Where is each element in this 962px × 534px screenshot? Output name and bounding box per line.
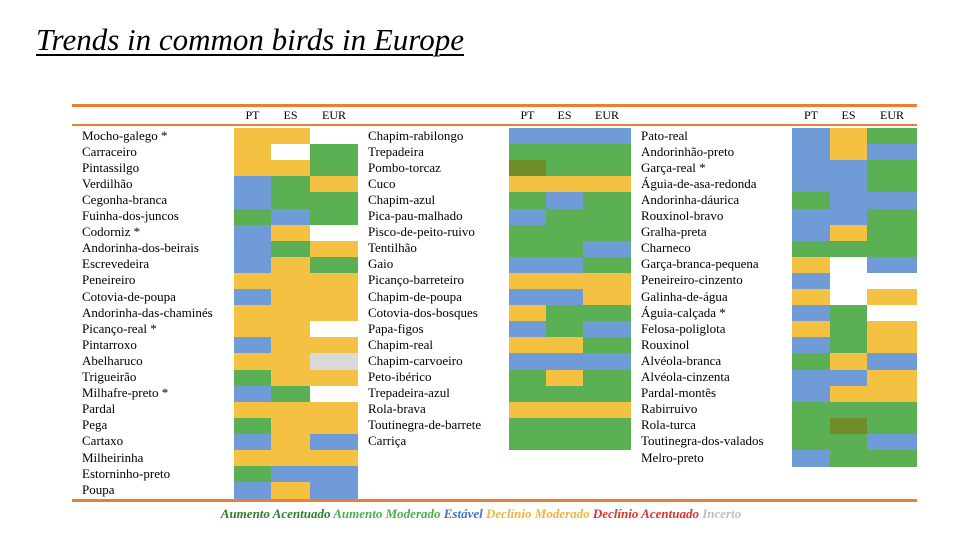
trend-cell-peneireiro-cinzento-eur: [867, 273, 917, 290]
trend-cell-peneireiro-pt: [234, 273, 271, 290]
trend-cell-andorinha-daurica-pt: [792, 192, 830, 209]
trend-cell-andorinha-das-chamines-es: [271, 305, 310, 322]
species-name-cegonha-branca: Cegonha-branca: [82, 191, 168, 207]
trend-cell-garca-branca-pequena-es: [830, 257, 867, 274]
trend-cell-milhafre-preto-pt: [234, 386, 271, 403]
trend-cell-trepadeira-es: [546, 144, 583, 161]
species-name-peto-iberico: Peto-ibérico: [368, 369, 432, 384]
species-name-codorniz: Codorniz *: [82, 224, 141, 240]
trend-cell-felosa-poliglota-es: [830, 321, 867, 338]
trend-cell-chapim-rabilongo-eur: [583, 128, 631, 145]
trend-cell-andorinhao-preto-pt: [792, 144, 830, 161]
legend-item-aumento-acentuado: Aumento Acentuado: [220, 506, 331, 521]
species-name-garca-branca-pequena: Garça-branca-pequena: [641, 256, 759, 272]
column-header-pt: PT: [803, 108, 818, 122]
species-name-alveola-branca: Alvéola-branca: [641, 352, 722, 368]
trend-cell-pintarroxo-es: [271, 337, 310, 354]
trend-cell-abelharuco-eur: [310, 353, 358, 370]
species-name-carraceiro: Carraceiro: [82, 143, 137, 159]
species-name-rola-turca: Rola-turca: [641, 417, 696, 433]
trend-cell-garca-branca-pequena-eur: [867, 257, 917, 274]
species-name-gaio: Gaio: [368, 256, 394, 272]
trend-cell-poupa-eur: [310, 482, 358, 499]
species-name-alveola-cinzenta: Alvéola-cinzenta: [641, 369, 730, 384]
trend-cell-chapim-de-poupa-eur: [583, 289, 631, 306]
column-header-es: ES: [841, 108, 856, 122]
trend-cell-gaio-eur: [583, 257, 631, 274]
trend-cell-chapim-rabilongo-es: [546, 128, 583, 145]
species-name-picanco-real: Picanço-real *: [82, 320, 157, 336]
trend-cell-tentilhao-es: [546, 241, 583, 258]
trend-cell-toutinegra-dos-valados-es: [830, 434, 867, 451]
trend-cell-codorniz-es: [271, 225, 310, 242]
trend-cell-andorinha-daurica-eur: [867, 192, 917, 209]
species-name-andorinha-das-chamines: Andorinha-das-chaminés: [82, 304, 213, 320]
trend-cell-pato-real-eur: [867, 128, 917, 145]
trend-cell-picanco-real-pt: [234, 321, 271, 338]
trend-cell-trepadeira-azul-es: [546, 386, 583, 403]
trend-cell-andorinha-dos-beirais-eur: [310, 241, 358, 258]
species-name-chapim-azul: Chapim-azul: [368, 191, 436, 207]
trend-cell-chapim-azul-pt: [509, 192, 546, 209]
trend-cell-gralha-preta-eur: [867, 225, 917, 242]
trend-cell-andorinhao-preto-eur: [867, 144, 917, 161]
species-name-pica-pau-malhado: Pica-pau-malhado: [368, 208, 463, 223]
trend-cell-trepadeira-pt: [509, 144, 546, 161]
trend-cell-pato-real-es: [830, 128, 867, 145]
trend-cell-rouxinol-pt: [792, 337, 830, 354]
trend-cell-picanco-barreteiro-es: [546, 273, 583, 290]
trend-cell-trepadeira-azul-pt: [509, 386, 546, 403]
species-name-andorinha-daurica: Andorinha-dáurica: [641, 191, 740, 207]
trend-cell-escrevedeira-es: [271, 257, 310, 274]
trend-cell-rola-brava-pt: [509, 402, 546, 419]
species-name-galinha-de-agua: Galinha-de-água: [641, 288, 728, 304]
trend-cell-pisco-de-peito-ruivo-es: [546, 225, 583, 242]
species-name-charneco: Charneco: [641, 240, 691, 256]
trend-cell-pardal-es: [271, 402, 310, 419]
trend-cell-toutinegra-dos-valados-eur: [867, 434, 917, 451]
species-name-peneireiro-cinzento: Peneireiro-cinzento: [641, 272, 743, 288]
trend-cell-carraceiro-es: [271, 144, 310, 161]
species-name-rola-brava: Rola-brava: [368, 401, 426, 417]
trend-cell-peneireiro-cinzento-es: [830, 273, 867, 290]
species-name-aguia-de-asa-redonda: Águia-de-asa-redonda: [641, 175, 757, 191]
legend-item-aumento-moderado: Aumento Moderado: [333, 506, 441, 521]
page-title: Trends in common birds in Europe: [36, 22, 464, 57]
trend-cell-pica-pau-malhado-es: [546, 209, 583, 226]
trend-cell-milhafre-preto-es: [271, 386, 310, 403]
trend-cell-rouxinol-bravo-es: [830, 209, 867, 226]
trend-cell-peto-iberico-eur: [583, 370, 631, 387]
species-name-toutinegra-de-barrete: Toutinegra-de-barrete: [368, 417, 482, 433]
trend-cell-peneireiro-cinzento-pt: [792, 273, 830, 290]
trend-cell-codorniz-eur: [310, 225, 358, 242]
legend-item-declinio-acentuado: Declínio Acentuado: [592, 506, 699, 521]
species-name-cotovia-de-poupa: Cotovia-de-poupa: [82, 288, 176, 304]
trend-cell-pega-es: [271, 418, 310, 435]
trend-cell-toutinegra-dos-valados-pt: [792, 434, 830, 451]
trend-cell-estorninho-preto-eur: [310, 466, 358, 483]
legend-item-incerto: Incerto: [702, 506, 742, 521]
trend-cell-tentilhao-eur: [583, 241, 631, 258]
trend-cell-fuinha-dos-juncos-pt: [234, 209, 271, 226]
trend-cell-pintassilgo-eur: [310, 160, 358, 177]
trend-cell-picanco-barreteiro-eur: [583, 273, 631, 290]
trend-cell-galinha-de-agua-pt: [792, 289, 830, 306]
species-name-pardal: Pardal: [82, 401, 116, 417]
trend-cell-cotovia-de-poupa-pt: [234, 289, 271, 306]
trend-cell-trigueirao-pt: [234, 370, 271, 387]
species-name-tentilhao: Tentilhão: [368, 240, 417, 256]
trend-cell-cuco-pt: [509, 176, 546, 193]
species-name-gralha-preta: Gralha-preta: [641, 224, 707, 240]
trend-cell-peto-iberico-pt: [509, 370, 546, 387]
trend-cell-pintarroxo-pt: [234, 337, 271, 354]
trend-cell-pombo-torcaz-eur: [583, 160, 631, 177]
species-name-chapim-rabilongo: Chapim-rabilongo: [368, 127, 464, 143]
trend-cell-rabirruivo-es: [830, 402, 867, 419]
trend-cell-estorninho-preto-es: [271, 466, 310, 483]
trend-cell-pardal-montes-es: [830, 386, 867, 403]
column-header-eur: EUR: [322, 108, 346, 122]
trend-cell-charneco-es: [830, 241, 867, 258]
species-name-trepadeira: Trepadeira: [368, 143, 424, 159]
trend-cell-cegonha-branca-pt: [234, 192, 271, 209]
trend-cell-andorinha-daurica-es: [830, 192, 867, 209]
trend-cell-cartaxo-pt: [234, 434, 271, 451]
species-name-andorinha-dos-beirais: Andorinha-dos-beirais: [82, 240, 199, 256]
species-name-papa-figos: Papa-figos: [368, 320, 424, 336]
species-name-rouxinol: Rouxinol: [641, 336, 690, 352]
trend-cell-andorinhao-preto-es: [830, 144, 867, 161]
species-name-pintassilgo: Pintassilgo: [82, 159, 140, 175]
trend-cell-alveola-branca-eur: [867, 353, 917, 370]
table-top-rule: [72, 104, 917, 107]
species-name-pardal-montes: Pardal-montês: [641, 385, 717, 401]
species-name-cuco: Cuco: [368, 175, 396, 191]
species-name-pintarroxo: Pintarroxo: [82, 336, 137, 352]
trend-cell-fuinha-dos-juncos-eur: [310, 209, 358, 226]
trend-cell-verdilhao-es: [271, 176, 310, 193]
trend-cell-papa-figos-eur: [583, 321, 631, 338]
trend-cell-aguia-calcada-eur: [867, 305, 917, 322]
trend-cell-alveola-cinzenta-eur: [867, 370, 917, 387]
species-name-chapim-real: Chapim-real: [368, 336, 433, 352]
trend-cell-pintarroxo-eur: [310, 337, 358, 354]
trend-cell-poupa-es: [271, 482, 310, 499]
trend-cell-andorinha-dos-beirais-es: [271, 241, 310, 258]
species-name-trepadeira-azul: Trepadeira-azul: [368, 385, 450, 401]
trend-cell-aguia-de-asa-redonda-eur: [867, 176, 917, 193]
trend-cell-chapim-carvoeiro-es: [546, 353, 583, 370]
trend-cell-pardal-pt: [234, 402, 271, 419]
trend-cell-pica-pau-malhado-pt: [509, 209, 546, 226]
species-name-cotovia-dos-bosques: Cotovia-dos-bosques: [368, 304, 478, 320]
column-header-pt: PT: [245, 108, 260, 122]
species-name-poupa: Poupa: [82, 481, 115, 497]
trend-cell-gralha-preta-pt: [792, 225, 830, 242]
trend-cell-verdilhao-pt: [234, 176, 271, 193]
trend-cell-cegonha-branca-es: [271, 192, 310, 209]
trend-cell-chapim-carvoeiro-pt: [509, 353, 546, 370]
trend-cell-mocho-galego-eur: [310, 128, 358, 145]
trend-cell-rouxinol-eur: [867, 337, 917, 354]
trend-cell-chapim-rabilongo-pt: [509, 128, 546, 145]
trend-cell-alveola-branca-pt: [792, 353, 830, 370]
trend-cell-rouxinol-es: [830, 337, 867, 354]
trend-cell-gralha-preta-es: [830, 225, 867, 242]
species-name-abelharuco: Abelharuco: [82, 352, 143, 368]
trend-cell-toutinegra-de-barrete-es: [546, 418, 583, 435]
species-name-andorinhao-preto: Andorinhão-preto: [641, 143, 735, 159]
trend-cell-carraceiro-pt: [234, 144, 271, 161]
species-name-peneireiro: Peneireiro: [82, 272, 136, 288]
trend-cell-estorninho-preto-pt: [234, 466, 271, 483]
legend-item-declinio-moderado: Declínio Moderado: [486, 506, 590, 521]
trend-cell-pega-eur: [310, 418, 358, 435]
trend-cell-andorinha-das-chamines-eur: [310, 305, 358, 322]
species-name-melro-preto: Melro-preto: [641, 449, 704, 465]
trend-cell-felosa-poliglota-pt: [792, 321, 830, 338]
trend-cell-pisco-de-peito-ruivo-pt: [509, 225, 546, 242]
trend-cell-milheirinha-pt: [234, 450, 271, 467]
trend-cell-abelharuco-pt: [234, 353, 271, 370]
species-name-rabirruivo: Rabirruivo: [641, 401, 698, 417]
trend-cell-pica-pau-malhado-eur: [583, 209, 631, 226]
trend-cell-verdilhao-eur: [310, 176, 358, 193]
trend-cell-pombo-torcaz-es: [546, 160, 583, 177]
trend-cell-melro-preto-eur: [867, 450, 917, 467]
trend-cell-alveola-branca-es: [830, 353, 867, 370]
species-name-toutinegra-dos-valados: Toutinegra-dos-valados: [641, 433, 764, 449]
trend-cell-carraceiro-eur: [310, 144, 358, 161]
trend-cell-pombo-torcaz-pt: [509, 160, 546, 177]
trend-cell-rouxinol-bravo-eur: [867, 209, 917, 226]
trend-cell-galinha-de-agua-eur: [867, 289, 917, 306]
legend-item-estavel: Estável: [443, 506, 483, 521]
trend-cell-cuco-eur: [583, 176, 631, 193]
trend-cell-escrevedeira-pt: [234, 257, 271, 274]
trend-cell-rola-turca-eur: [867, 418, 917, 435]
trend-cell-chapim-de-poupa-es: [546, 289, 583, 306]
trend-cell-gaio-es: [546, 257, 583, 274]
trend-cell-pintassilgo-es: [271, 160, 310, 177]
species-name-chapim-carvoeiro: Chapim-carvoeiro: [368, 352, 463, 368]
trend-cell-chapim-de-poupa-pt: [509, 289, 546, 306]
species-name-escrevedeira: Escrevedeira: [82, 256, 150, 272]
trend-cell-chapim-carvoeiro-eur: [583, 353, 631, 370]
column-header-es: ES: [557, 108, 572, 122]
trend-cell-milheirinha-eur: [310, 450, 358, 467]
species-name-estorninho-preto: Estorninho-preto: [82, 465, 171, 481]
trend-cell-picanco-real-es: [271, 321, 310, 338]
species-name-cartaxo: Cartaxo: [82, 433, 124, 449]
trend-cell-cotovia-de-poupa-es: [271, 289, 310, 306]
trend-cell-cotovia-de-poupa-eur: [310, 289, 358, 306]
trend-cell-cegonha-branca-eur: [310, 192, 358, 209]
trend-cell-felosa-poliglota-eur: [867, 321, 917, 338]
trend-cell-andorinha-dos-beirais-pt: [234, 241, 271, 258]
trend-cell-carrica-eur: [583, 434, 631, 451]
species-name-fuinha-dos-juncos: Fuinha-dos-juncos: [82, 208, 179, 223]
trend-cell-poupa-pt: [234, 482, 271, 499]
column-header-es: ES: [283, 108, 298, 122]
trend-cell-trigueirao-es: [271, 370, 310, 387]
trend-cell-rabirruivo-pt: [792, 402, 830, 419]
trend-cell-cotovia-dos-bosques-pt: [509, 305, 546, 322]
trend-cell-abelharuco-es: [271, 353, 310, 370]
trend-cell-toutinegra-de-barrete-pt: [509, 418, 546, 435]
trend-cell-andorinha-das-chamines-pt: [234, 305, 271, 322]
species-name-mocho-galego: Mocho-galego *: [82, 127, 168, 143]
trend-cell-melro-preto-es: [830, 450, 867, 467]
trend-cell-pardal-montes-pt: [792, 386, 830, 403]
table-header-rule: [72, 124, 917, 126]
trend-cell-cartaxo-eur: [310, 434, 358, 451]
trend-cell-cartaxo-es: [271, 434, 310, 451]
trend-cell-pega-pt: [234, 418, 271, 435]
trend-cell-rola-brava-es: [546, 402, 583, 419]
trend-cell-aguia-de-asa-redonda-pt: [792, 176, 830, 193]
trend-cell-chapim-azul-eur: [583, 192, 631, 209]
trend-cell-fuinha-dos-juncos-es: [271, 209, 310, 226]
trend-cell-chapim-azul-es: [546, 192, 583, 209]
trend-cell-peneireiro-es: [271, 273, 310, 290]
legend: [0, 506, 962, 522]
trend-cell-gaio-pt: [509, 257, 546, 274]
trend-cell-chapim-real-es: [546, 337, 583, 354]
trend-cell-chapim-real-eur: [583, 337, 631, 354]
trend-cell-mocho-galego-pt: [234, 128, 271, 145]
species-name-garca-real: Garça-real *: [641, 159, 706, 175]
trend-cell-picanco-barreteiro-pt: [509, 273, 546, 290]
trend-cell-aguia-calcada-pt: [792, 305, 830, 322]
trend-cell-aguia-calcada-es: [830, 305, 867, 322]
species-name-verdilhao: Verdilhão: [82, 175, 133, 191]
trend-cell-alveola-cinzenta-es: [830, 370, 867, 387]
trend-cell-rabirruivo-eur: [867, 402, 917, 419]
trend-cell-trepadeira-eur: [583, 144, 631, 161]
species-name-pombo-torcaz: Pombo-torcaz: [368, 159, 441, 175]
trend-cell-cotovia-dos-bosques-eur: [583, 305, 631, 322]
species-name-aguia-calcada: Águia-calçada *: [641, 304, 726, 320]
trend-cell-melro-preto-pt: [792, 450, 830, 467]
trend-cell-milhafre-preto-eur: [310, 386, 358, 403]
species-name-carrica: Carriça: [368, 433, 407, 449]
trend-cell-alveola-cinzenta-pt: [792, 370, 830, 387]
trend-cell-cotovia-dos-bosques-es: [546, 305, 583, 322]
trend-cell-charneco-pt: [792, 241, 830, 258]
column-header-eur: EUR: [880, 108, 904, 122]
trend-cell-trigueirao-eur: [310, 370, 358, 387]
trend-cell-rola-turca-pt: [792, 418, 830, 435]
species-name-pega: Pega: [82, 417, 108, 433]
species-name-picanco-barreteiro: Picanço-barreteiro: [368, 272, 465, 288]
trend-cell-rouxinol-bravo-pt: [792, 209, 830, 226]
trend-cell-pardal-montes-eur: [867, 386, 917, 403]
trend-cell-escrevedeira-eur: [310, 257, 358, 274]
trend-cell-papa-figos-pt: [509, 321, 546, 338]
trend-cell-tentilhao-pt: [509, 241, 546, 258]
trend-cell-papa-figos-es: [546, 321, 583, 338]
trend-cell-pato-real-pt: [792, 128, 830, 145]
trend-cell-garca-branca-pequena-pt: [792, 257, 830, 274]
column-header-pt: PT: [520, 108, 535, 122]
trend-cell-peto-iberico-es: [546, 370, 583, 387]
trend-cell-mocho-galego-es: [271, 128, 310, 145]
trend-cell-codorniz-pt: [234, 225, 271, 242]
species-name-milhafre-preto: Milhafre-preto *: [82, 385, 169, 401]
trend-cell-aguia-de-asa-redonda-es: [830, 176, 867, 193]
trend-cell-milheirinha-es: [271, 450, 310, 467]
trend-cell-pisco-de-peito-ruivo-eur: [583, 225, 631, 242]
trend-cell-garca-real-eur: [867, 160, 917, 177]
table-bottom-rule: [72, 499, 917, 502]
species-name-trigueirao: Trigueirão: [82, 369, 137, 384]
trend-cell-chapim-real-pt: [509, 337, 546, 354]
species-name-milheirinha: Milheirinha: [82, 449, 144, 465]
trend-cell-pardal-eur: [310, 402, 358, 419]
trend-cell-trepadeira-azul-eur: [583, 386, 631, 403]
trend-cell-carrica-pt: [509, 434, 546, 451]
trend-cell-garca-real-pt: [792, 160, 830, 177]
trend-cell-charneco-eur: [867, 241, 917, 258]
species-name-pato-real: Pato-real: [641, 127, 688, 143]
trend-cell-picanco-real-eur: [310, 321, 358, 338]
trend-cell-cuco-es: [546, 176, 583, 193]
trend-cell-pintassilgo-pt: [234, 160, 271, 177]
species-name-chapim-de-poupa: Chapim-de-poupa: [368, 288, 462, 304]
species-name-pisco-de-peito-ruivo: Pisco-de-peito-ruivo: [368, 224, 475, 240]
trend-cell-garca-real-es: [830, 160, 867, 177]
trend-cell-peneireiro-eur: [310, 273, 358, 290]
trend-cell-galinha-de-agua-es: [830, 289, 867, 306]
trend-cell-carrica-es: [546, 434, 583, 451]
trend-cell-toutinegra-de-barrete-eur: [583, 418, 631, 435]
species-name-felosa-poliglota: Felosa-poliglota: [641, 320, 726, 336]
trend-cell-rola-brava-eur: [583, 402, 631, 419]
column-header-eur: EUR: [595, 108, 619, 122]
trend-cell-rola-turca-es: [830, 418, 867, 435]
species-name-rouxinol-bravo: Rouxinol-bravo: [641, 208, 724, 223]
